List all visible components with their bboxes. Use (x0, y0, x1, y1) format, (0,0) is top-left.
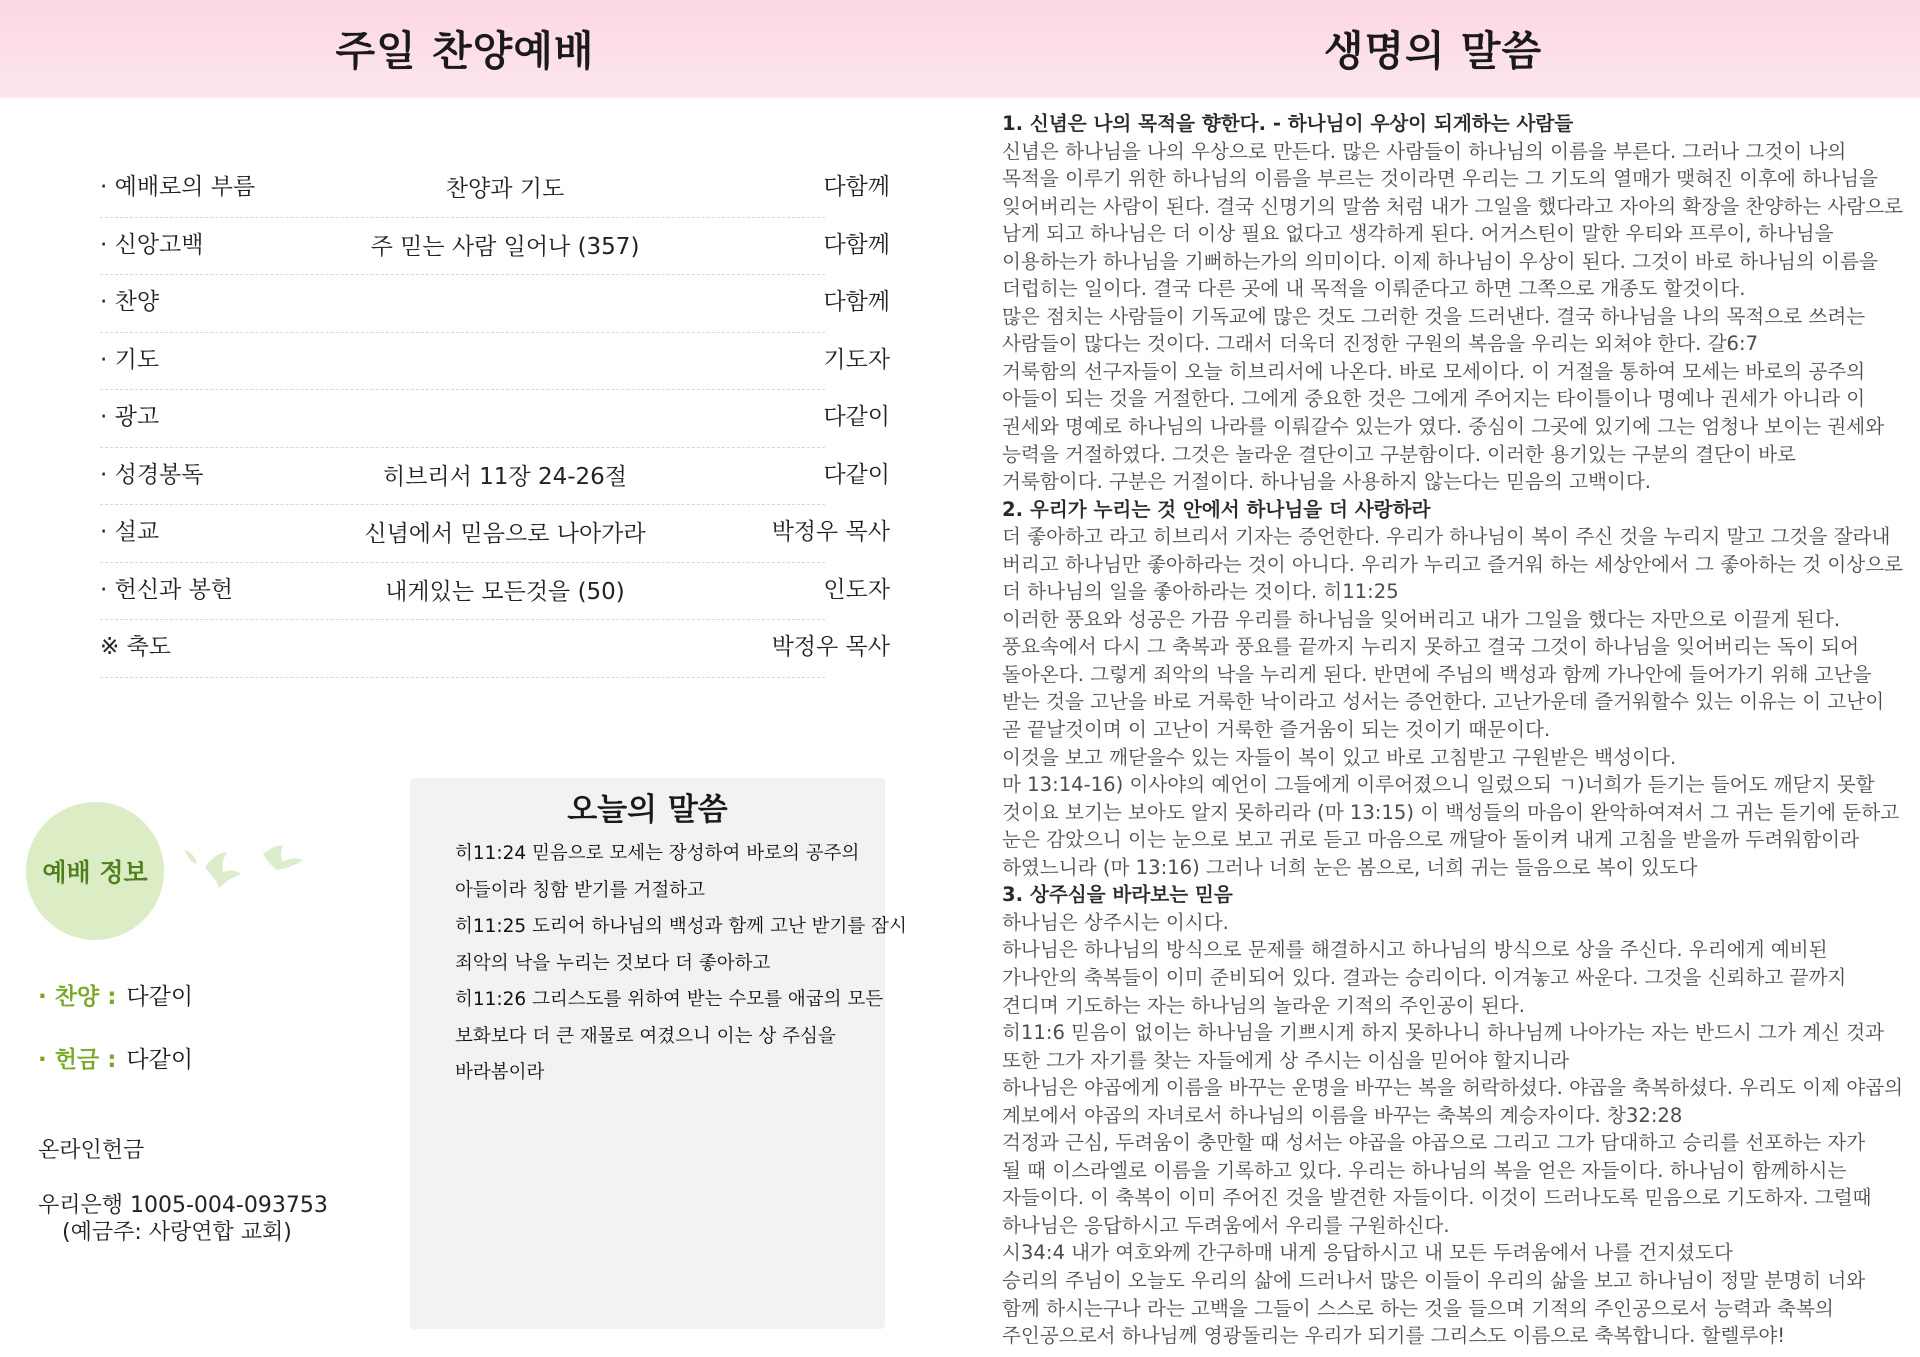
order-leader: 박정우 목사 (771, 519, 890, 545)
sermon-line: 많은 점치는 사람들이 기독교에 많은 것도 그러한 것을 드러낸다. 결국 하나님을 나의 목적으로 쓰려는 (1002, 304, 1866, 328)
sermon-line: 목적을 이루기 위한 하나님의 이름을 부르는 것이라면 우리는 그 기도의 열매가 맺혀진 이후에 하나님을 (1002, 167, 1878, 191)
sermon-line: 아들이 되는 것을 거절한다. 그에게 중요한 것은 그에게 주어지는 타이틀이나 명예나 권세가 아니라 이 (1002, 387, 1866, 411)
sermon-line: 또한 그가 자기를 찾는 자들에게 상 주시는 이심을 믿어야 할지니라 (1002, 1048, 1570, 1072)
sermon-line: 버리고 하나님만 좋아하라는 것이 아니다. 우리가 누리고 즐거워 하는 세상안에서 그 좋아하는 것 이상으로 (1002, 552, 1904, 576)
sermon-line: 거룩함이다. 구분은 거절이다. 하나님을 사용하지 않는다는 믿음의 고백이다. (1002, 470, 1652, 494)
order-content: 내게있는 모든것을 (50) (385, 578, 625, 605)
verse-line: 히11:24 믿음으로 모세는 장성하여 바로의 공주의 (455, 843, 860, 864)
sermon-line: 승리의 주님이 오늘도 우리의 삶에 드러나서 많은 이들이 우리의 삶을 보고 하나님이 정말 분명히 너와 (1002, 1268, 1866, 1292)
order-content: 신념에서 믿음으로 나아가라 (364, 521, 646, 547)
sermon-line: 가나안의 축복들이 이미 준비되어 있다. 결과는 승리이다. 이겨놓고 싸운다. 그것을 신뢰하고 끝까지 (1002, 965, 1847, 989)
sermon-line: 하나님은 상주시는 이시다. (1002, 910, 1229, 934)
sermon-line: 신념은 하나님을 나의 우상으로 만든다. 많은 사람들이 하나님의 이름을 부른다. 그러나 그것이 나의 (1002, 139, 1847, 163)
sermon-line: 곧 끝날것이며 이 고난이 거룩한 즐거움이 되는 것이기 때문이다. (1002, 718, 1551, 742)
sermon-line: 능력을 거절하였다. 그것은 놀라운 결단이고 구분함이다. 이러한 용기있는 구분의 결단이 바로 (1002, 442, 1796, 466)
order-content: 히브리서 11장 24-26절 (382, 463, 628, 490)
order-leader: 기도자 (823, 346, 890, 373)
sermon-line: 이용하는가 하나님을 기뻐하는가의 의미이다. 이제 하나님이 우상이 된다. 그것이 바로 하나님의 이름을 (1002, 249, 1878, 273)
verse-line: 바라봄이라 (455, 1062, 545, 1083)
row-divider (100, 677, 825, 678)
sermon-line: 하나님은 야곱에게 이름을 바꾸는 운명을 바꾸는 복을 허락하셨다. 야곱을 축복하셨다. 우리도 이제 야곱의 (1002, 1076, 1904, 1100)
sermon-line: 이것을 보고 깨닫을수 있는 자들이 복이 있고 바로 고침받고 구원받은 백성이다. (1002, 745, 1677, 769)
online-offering-label: 온라인헌금 (38, 1138, 145, 1163)
order-leader: 박정우 목사 (771, 634, 890, 660)
order-item: · 성경봉독 (100, 461, 204, 488)
service-title: 주일 찬양예배 (335, 27, 595, 75)
order-item: · 광고 (100, 404, 160, 430)
sermon-line: 눈은 감았으니 이는 눈으로 보고 귀로 듣고 마음으로 깨달아 돌이켜 내게 고침을 받을까 두려워함이라 (1002, 828, 1859, 852)
order-row (100, 218, 890, 276)
order-row (100, 448, 890, 506)
order-leader: 다함께 (823, 231, 890, 258)
order-content: 찬양과 기도 (445, 176, 565, 202)
praise-value: 다같이 (126, 984, 194, 1010)
bank-account: 우리은행 1005-004-093753 (38, 1193, 328, 1218)
order-leader: 다함께 (823, 174, 890, 200)
sermon-line: 돌아온다. 그렇게 죄악의 낙을 누리게 된다. 반면에 주님의 백성과 함께 가나안에 들어가기 위해 고난을 (1002, 662, 1872, 686)
praise-label: · 찬양 : (38, 984, 117, 1010)
sermon-heading: 3. 상주심을 바라보는 믿음 (1002, 883, 1233, 907)
sermon-heading: 2. 우리가 누리는 것 안에서 하나님을 더 사랑하라 (1002, 497, 1431, 521)
order-leader: 다같이 (823, 461, 890, 488)
order-item: · 예배로의 부름 (100, 174, 256, 200)
order-row (100, 275, 890, 333)
order-item: · 찬양 (100, 289, 160, 315)
order-item: · 설교 (100, 519, 160, 545)
sermon-text (1002, 110, 1917, 1350)
verse-line: 보화보다 더 큰 재물로 여겼으니 이는 상 주심을 (455, 1025, 836, 1047)
sermon-line: 자들이다. 이 축복이 이미 주어진 것을 발견한 자들이다. 이것이 드러나도록 믿음으로 기도하자. 그럴때 (1002, 1186, 1872, 1210)
sermon-line: 더 하나님의 일을 좋아하라는 것이다. 히11:25 (1002, 580, 1399, 604)
sermon-line: 주인공으로서 하나님께 영광돌리는 우리가 되기를 그리스도 이름으로 축복합니다. 할렐루야! (1002, 1324, 1786, 1348)
order-row (100, 620, 890, 678)
sermon-line: 사람들이 많다는 것이다. 그래서 더욱더 진정한 구원의 복음을 우리는 외쳐야 한다. 갈6:7 (1002, 332, 1759, 356)
offering-label: · 헌금 : (38, 1047, 117, 1073)
worship-info-badge: 예배 정보 (26, 802, 164, 940)
sermon-heading: 1. 신념은 나의 목적을 향한다. - 하나님이 우상이 되게하는 사람들 (1002, 112, 1574, 135)
sermon-line: 더 좋아하고 라고 히브리서 기자는 증언한다. 우리가 하나님이 복이 주신 것을 누리지 말고 그것을 잘라내 (1002, 525, 1891, 549)
sermon-line: 하나님은 응답하시고 두려움에서 우리를 구원하신다. (1002, 1213, 1450, 1237)
order-row (100, 333, 890, 391)
account-holder: (예금주: 사랑연합 교회) (62, 1220, 292, 1245)
order-of-service (100, 160, 890, 678)
sermon-line: 이러한 풍요와 성공은 가끔 우리를 하나님을 잊어버리고 내가 그일을 했다는 자만으로 이끌게 된다. (1002, 607, 1841, 631)
sermon-line: 하나님은 하나님의 방식으로 문제를 해결하시고 하나님의 방식으로 상을 주신다. 우리에게 예비된 (1002, 938, 1828, 962)
sermon-line: 것이요 보기는 보아도 알지 못하리라 (마 13:15) 이 백성들의 마음이 완악하여져서 그 귀는 듣기에 둔하고 (1002, 800, 1900, 824)
order-leader: 인도자 (823, 576, 890, 603)
order-item: · 신앙고백 (100, 231, 204, 258)
sermon-line: 마 13:14-16) 이사야의 예언이 그들에게 이루어졌으니 일렀으되 ㄱ)너희가 듣기는 들어도 깨닫지 못할 (1002, 773, 1875, 797)
sermon-line: 권세와 명예로 하나님의 나라를 이뤄갈수 있는가 였다. 중심이 그곳에 있기에 그는 엄청나 보이는 권세와 (1002, 415, 1885, 439)
sermon-line: 풍요속에서 다시 그 축복과 풍요를 끝까지 누리지 못하고 결국 그것이 하나님을 잊어버리는 독이 되어 (1002, 635, 1859, 659)
order-content: 주 믿는 사람 일어나 (357) (370, 233, 640, 260)
verse-line: 히11:25 도리어 하나님의 백성과 함께 고난 받기를 잠시 (455, 916, 907, 937)
verse-line: 히11:26 그리스도를 위하여 받는 수모를 애굽의 모든 (455, 989, 884, 1010)
todays-word-box (410, 778, 907, 1329)
sermon-line: 더럽히는 일이다. 결국 다른 곳에 내 목적을 이뤄준다고 하면 그쪽으로 개종도 할것이다. (1002, 277, 1746, 301)
sermon-line: 시34:4 내가 여호와께 간구하매 내게 응답하시고 내 모든 두려움에서 나를 건지셨도다 (1002, 1241, 1733, 1265)
sermon-line: 남게 되고 하나님은 더 이상 필요 없다고 생각하게 된다. 어거스틴이 말한 우티와 프루이, 하나님을 (1002, 222, 1834, 246)
order-item: · 기도 (100, 346, 160, 373)
order-row (100, 563, 890, 621)
order-row (100, 160, 890, 218)
dove-icon (175, 838, 315, 918)
praise-info (38, 978, 193, 1011)
sermon-line: 하였느니라 (마 13:16) 그러나 너희 눈은 봄으로, 너희 귀는 들음으로 복이 있도다 (1002, 855, 1698, 879)
todays-word-text (455, 836, 907, 1092)
order-item: ※ 축도 (100, 634, 172, 660)
offering-value: 다같이 (126, 1047, 194, 1073)
sermon-line: 받는 것을 고난을 바로 거룩한 낙이라고 성서는 증언한다. 고난가운데 즐거워할수 있는 이유는 이 고난이 (1002, 690, 1885, 714)
order-row (100, 505, 890, 563)
sermon-title: 생명의 말씀 (1323, 27, 1543, 75)
verse-line: 죄악의 낙을 누리는 것보다 더 좋아하고 (455, 952, 771, 974)
order-row (100, 390, 890, 448)
sermon-line: 걱정과 근심, 두려움이 충만할 때 성서는 야곱을 야곱으로 그리고 그가 담대하고 승리를 선포하는 자가 (1002, 1131, 1866, 1155)
sermon-line: 히11:6 믿음이 없이는 하나님을 기쁘시게 하지 못하나니 하나님께 나아가는 자는 반드시 그가 계신 것과 (1002, 1021, 1885, 1045)
order-leader: 다같이 (823, 404, 890, 430)
offering-info (38, 1041, 193, 1074)
todays-word-title: 오늘의 말씀 (567, 792, 728, 828)
sermon-line: 함께 하시는구나 라는 고백을 그들이 스스로 하는 것을 들으며 기적의 주인공으로서 능력과 축복의 (1002, 1296, 1834, 1320)
verse-line: 아들이라 칭함 받기를 거절하고 (455, 879, 705, 901)
sermon-line: 거룩함의 선구자들이 오늘 히브리서에 나온다. 바로 모세이다. 이 거절을 통하여 모세는 바로의 공주의 (1002, 359, 1866, 383)
order-item: · 헌신과 봉헌 (100, 576, 234, 603)
sermon-line: 될 때 이스라엘로 이름을 기록하고 있다. 우리는 하나님의 복을 얻은 자들이다. 하나님이 함께하시는 (1002, 1158, 1847, 1182)
order-leader: 다함께 (823, 289, 890, 315)
sermon-line: 견디며 기도하는 자는 하나님의 놀라운 기적의 주인공이 된다. (1002, 993, 1526, 1017)
sermon-line: 계보에서 야곱의 자녀로서 하나님의 이름을 바꾸는 축복의 계승자이다. 창32:28 (1002, 1103, 1683, 1127)
sermon-line: 잊어버리는 사람이 된다. 결국 신명기의 말씀 처럼 내가 그일을 했다라고 자아의 확장을 찬양하는 사람으로 (1002, 194, 1904, 218)
